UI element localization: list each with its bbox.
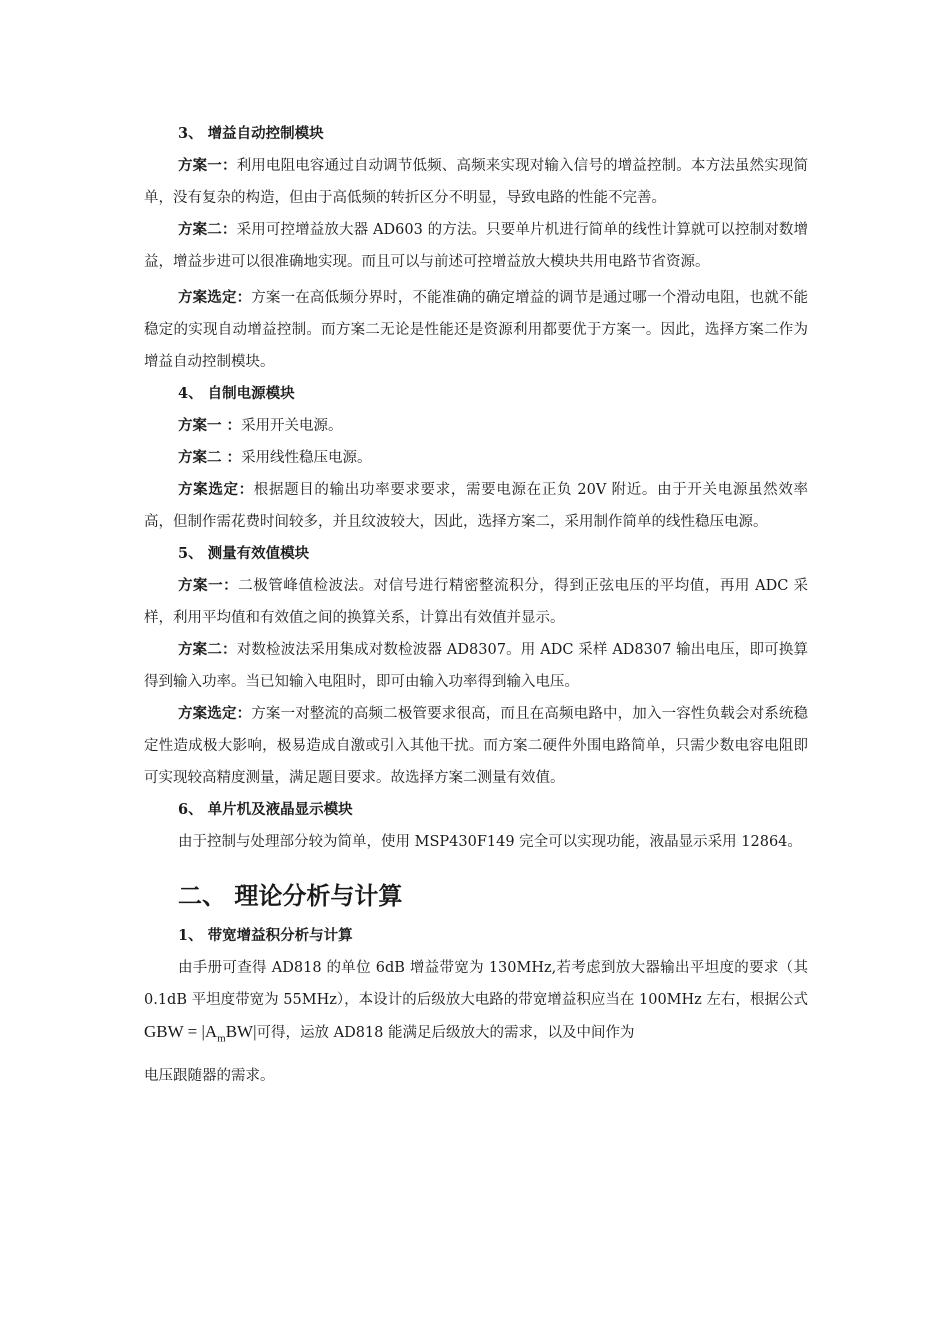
paragraph-s3-option1 xyxy=(144,150,808,214)
text-option1: 二极管峰值检波法。对信号进行精密整流积分，得到正弦电压的平均值，再用 ADC 采样，利用平均值和有效值之间的换算关系，计算出有效值并显示。 xyxy=(144,578,808,626)
paragraph-s3-selection xyxy=(144,282,808,378)
text-gbw-after: 可得，运放 AD818 能满足后级放大的需求，以及中间作为 xyxy=(256,1025,635,1041)
paragraph-s4-option1 xyxy=(144,410,808,442)
text-option2: 采用线性稳压电源。 xyxy=(241,450,372,466)
document-content xyxy=(144,118,808,1092)
formula-rhs: BW| xyxy=(225,1022,257,1041)
label-option2: 方案二： xyxy=(178,221,237,238)
formula-lhs: GBW = |A xyxy=(144,1022,218,1041)
paragraph-s5-option2 xyxy=(144,634,808,698)
gbw-formula xyxy=(144,1022,257,1045)
paragraph-s5-selection xyxy=(144,698,808,794)
paragraph-gbw-end: 电压跟随器的需求。 xyxy=(144,1068,275,1085)
paragraph-s3-option2 xyxy=(144,214,808,278)
section-heading-rms: 5、 测量有效值模块 xyxy=(178,545,310,562)
label-selection: 方案选定： xyxy=(178,705,252,722)
label-selection: 方案选定： xyxy=(178,289,252,306)
label-option1: 方案一： xyxy=(178,577,239,594)
section-heading-mcu-lcd: 6、 单片机及液晶显示模块 xyxy=(178,801,353,818)
paragraph-s5-option1 xyxy=(144,570,808,634)
label-selection: 方案选定： xyxy=(178,481,254,498)
paragraph-s6: 由于控制与处理部分较为简单，使用 MSP430F149 完全可以实现功能，液晶显示采用 12864。 xyxy=(178,834,802,850)
label-option1: 方案一： xyxy=(178,157,237,174)
text-option2: 对数检波法采用集成对数检波器 AD8307。用 ADC 采样 AD8307 输出电压，即可换算得到输入功率。当已知输入电阻时，即可由输入功率得到输入电压。 xyxy=(144,642,809,690)
text-selection: 方案一在高低频分界时，不能准确的确定增益的调节是通过哪一个滑动电阻，也就不能稳定的实现自动增益控制。而方案二无论是性能还是资源利用都要优于方案一。因此，选择方案二作为增益自动控制模块。 xyxy=(144,290,809,370)
chapter-heading-theory: 二、 理论分析与计算 xyxy=(178,881,403,910)
label-option1: 方案一 ： xyxy=(178,417,242,434)
text-selection: 根据题目的输出功率要求要求，需要电源在正负 20V 附近。由于开关电源虽然效率高，但制作需花费时间较多，并且纹波较大，因此，选择方案二，采用制作简单的线性稳压电源。 xyxy=(144,482,808,530)
section-heading-power: 4、 自制电源模块 xyxy=(178,385,295,402)
text-option1: 采用开关电源。 xyxy=(241,418,343,434)
label-option2: 方案二： xyxy=(178,641,237,658)
label-option2: 方案二 ： xyxy=(178,449,242,466)
text-option1: 利用电阻电容通过自动调节低频、高频来实现对输入信号的增益控制。本方法虽然实现简单，没有复杂的构造，但由于高低频的转折区分不明显，导致电路的性能不完善。 xyxy=(144,158,809,206)
subsection-heading-gbw: 1、 带宽增益积分析与计算 xyxy=(178,927,353,944)
paragraph-s4-option2 xyxy=(144,442,808,474)
section-heading-agc: 3、 增益自动控制模块 xyxy=(178,125,324,142)
paragraph-s4-selection xyxy=(144,474,808,538)
text-option2: 采用可控增益放大器 AD603 的方法。只要单片机进行简单的线性计算就可以控制对数增益，增益步进可以很准确地实现。而且可以与前述可控增益放大模块共用电路节省资源。 xyxy=(144,222,809,270)
formula-subscript: m xyxy=(217,1032,226,1045)
paragraph-gbw xyxy=(144,952,808,1054)
text-selection: 方案一对整流的高频二极管要求很高，而且在高频电路中，加入一容性负载会对系统稳定性造成极大影响，极易造成自激或引入其他干扰。而方案二硬件外围电路简单，只需少数电容电阻即可实现较高精度测量，满足题目要求。故选择方案二测量有效值。 xyxy=(144,706,809,786)
text-gbw-before: 由手册可查得 AD818 的单位 6dB 增益带宽为 130MHz,若考虑到放大器输出平坦度的要求（其 0.1dB 平坦度带宽为 55MHz），本设计的后级放大电路的带宽增益积应当在 100MHz 左右，根据公式 xyxy=(144,960,808,1008)
